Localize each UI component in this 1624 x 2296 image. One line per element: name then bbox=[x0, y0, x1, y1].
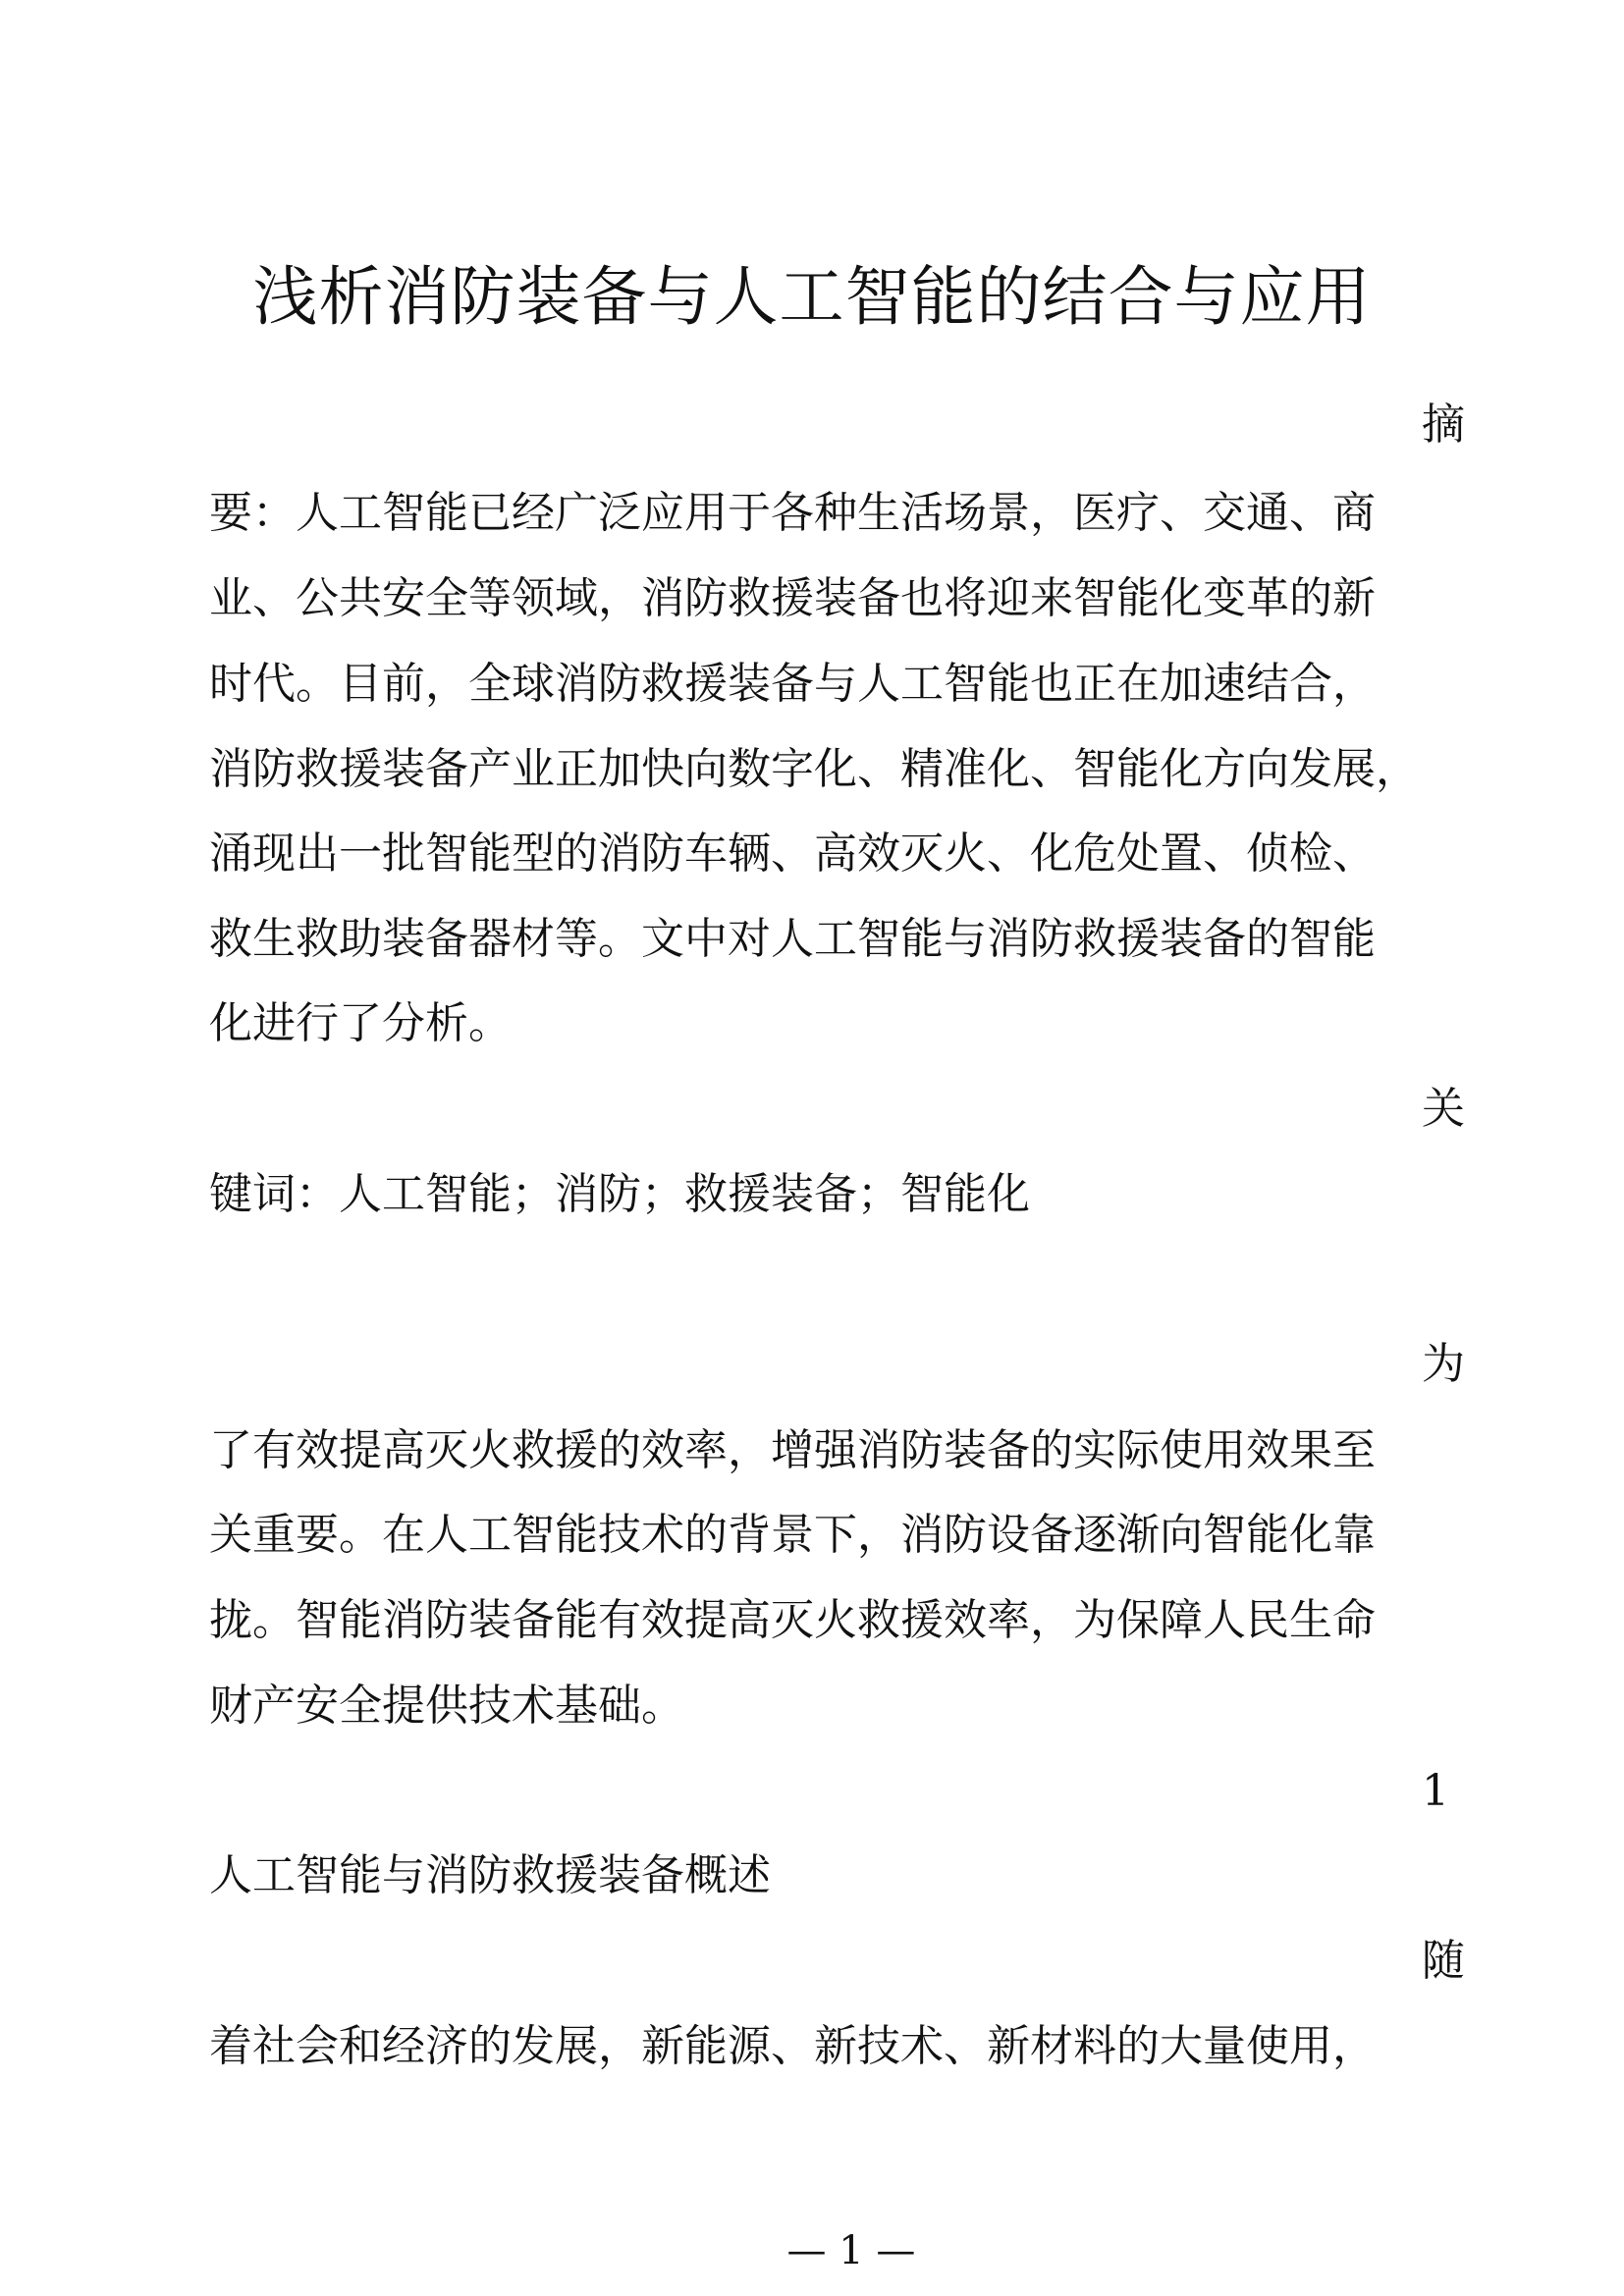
abstract-line-1: 要：人工智能已经广泛应用于各种生活场景，医疗、交通、商 bbox=[209, 488, 1376, 538]
section-body-start-char: 随 bbox=[1422, 1936, 1465, 1986]
section-number: 1 bbox=[1422, 1766, 1449, 1816]
abstract-line-7: 化进行了分析。 bbox=[209, 998, 512, 1048]
section-body-line-1: 着社会和经济的发展，新能源、新技术、新材料的大量使用， bbox=[209, 2021, 1376, 2071]
keywords-line: 键词：人工智能；消防；救援装备；智能化 bbox=[209, 1169, 1030, 1219]
abstract-start-char: 摘 bbox=[1422, 400, 1465, 450]
intro-line-2: 关重要。在人工智能技术的背景下，消防设备逐渐向智能化靠 bbox=[209, 1510, 1376, 1560]
section-heading: 人工智能与消防救援装备概述 bbox=[209, 1850, 771, 1900]
abstract-line-3: 时代。目前，全球消防救援装备与人工智能也正在加速结合， bbox=[209, 659, 1376, 709]
keywords-start-char: 关 bbox=[1422, 1084, 1465, 1134]
intro-line-3: 拢。智能消防装备能有效提高灭火救援效率，为保障人民生命 bbox=[209, 1595, 1376, 1645]
intro-line-1: 了有效提高灭火救援的效率，增强消防装备的实际使用效果至 bbox=[209, 1425, 1376, 1475]
abstract-line-2: 业、公共安全等领域，消防救援装备也将迎来智能化变革的新 bbox=[209, 573, 1376, 623]
intro-start-char: 为 bbox=[1422, 1339, 1465, 1389]
abstract-line-6: 救生救助装备器材等。文中对人工智能与消防救援装备的智能 bbox=[209, 914, 1376, 964]
abstract-line-5: 涌现出一批智能型的消防车辆、高效灭火、化危处置、侦检、 bbox=[209, 828, 1376, 879]
intro-line-4: 财产安全提供技术基础。 bbox=[209, 1681, 684, 1731]
page-number: — 1 — bbox=[786, 2228, 916, 2273]
abstract-line-4: 消防救援装备产业正加快向数字化、精准化、智能化方向发展， bbox=[209, 744, 1419, 794]
document-title: 浅析消防装备与人工智能的结合与应用 bbox=[252, 259, 1372, 335]
